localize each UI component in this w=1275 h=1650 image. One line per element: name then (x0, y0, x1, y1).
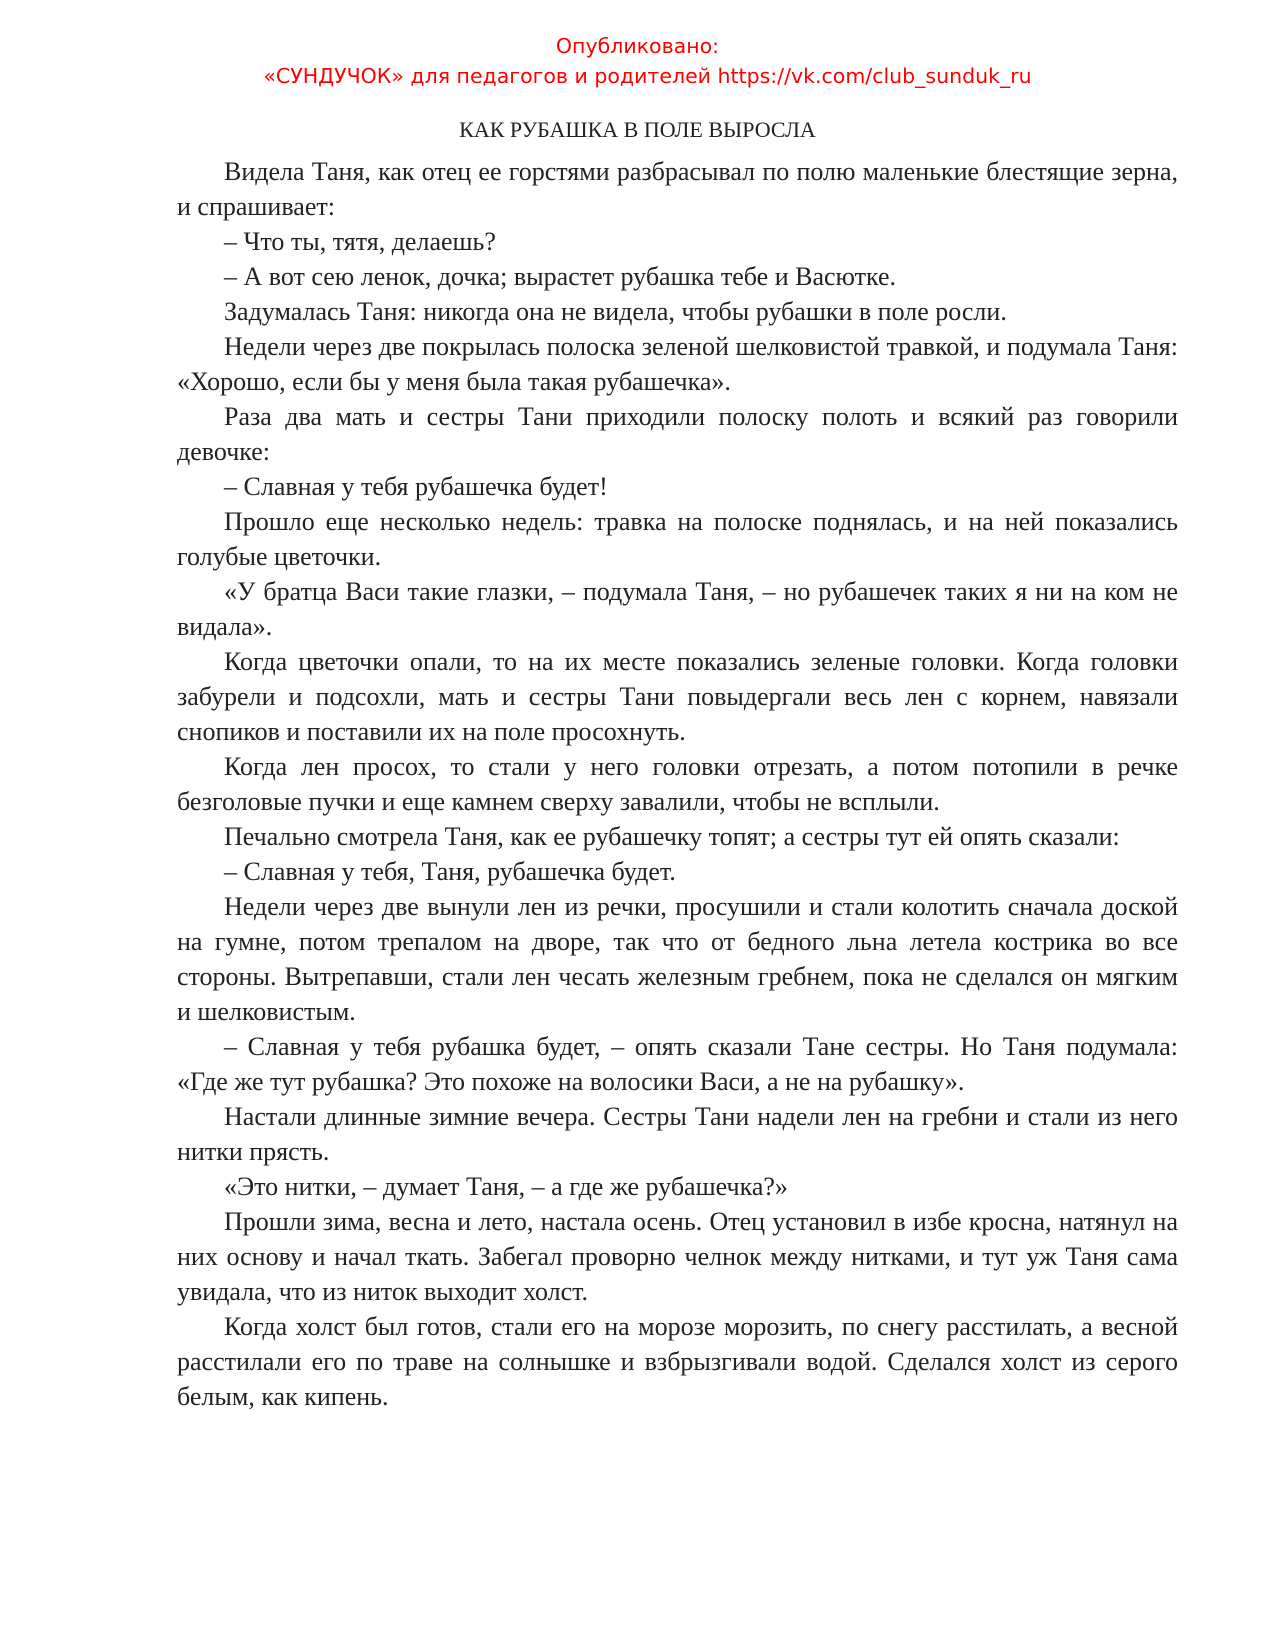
paragraph: Когда цветочки опали, то на их месте показались зеленые головки. Когда головки забурели и подсохли, мать и сестры Тани повыдергали весь лен с корнем, навязали снопиков и поставили их на поле просохнуть. (177, 647, 1178, 746)
paragraph: – Что ты, тятя, делаешь? (224, 227, 496, 256)
paragraph: «Это нитки, – думает Таня, – а где же рубашечка?» (224, 1172, 788, 1201)
paragraph: Раза два мать и сестры Тани приходили полоску полоть и всякий раз говорили девочке: (177, 402, 1178, 466)
paragraph: – А вот сею ленок, дочка; вырастет рубашка тебе и Васютке. (224, 262, 897, 291)
paragraph: Задумалась Таня: никогда она не видела, чтобы рубашки в поле росли. (224, 297, 1007, 326)
paragraph: Печально смотрела Таня, как ее рубашечку топят; а сестры тут ей опять сказали: (224, 822, 1120, 851)
paragraph: – Славная у тебя рубашечка будет! (224, 472, 608, 501)
paragraph: Настали длинные зимние вечера. Сестры Тани надели лен на гребни и стали из него нитки прясть. (177, 1102, 1178, 1166)
paragraph: Когда холст был готов, стали его на морозе морозить, по снегу расстилать, а весной расстилали его по траве на солнышке и взбрызгивали водой. Сделался холст из серого белым, как кипень. (177, 1312, 1178, 1411)
paragraph: Недели через две вынули лен из речки, просушили и стали колотить сначала доской на гумне, потом трепалом на дворе, так что от бедного льна летела кострика во все стороны. Вытрепавши, стали лен чесать железным гребнем, пока не сделался он мягким и шелковистым. (177, 892, 1178, 1026)
paragraph: Видела Таня, как отец ее горстями разбрасывал по полю маленькие блестящие зерна, и спрашивает: (177, 157, 1178, 221)
paragraph: Прошли зима, весна и лето, настала осень. Отец установил в избе кросна, натянул на них основу и начал ткать. Забегал проворно челнок между нитками, и тут уж Таня сама увидала, что из ниток выходит холст. (177, 1207, 1178, 1306)
paragraph: – Славная у тебя рубашка будет, – опять сказали Тане сестры. Но Таня подумала: «Где же тут рубашка? Это похоже на волосики Васи, а не на рубашку». (177, 1032, 1178, 1096)
paragraph: Когда лен просох, то стали у него головки отрезать, а потом потопили в речке безголовые пучки и еще камнем сверху завалили, чтобы не всплыли. (177, 752, 1178, 816)
story-body (177, 154, 1178, 1414)
paragraph: – Славная у тебя, Таня, рубашечка будет. (224, 857, 676, 886)
publication-source-text: «СУНДУЧОК» для педагогов и родителей https://vk.com/club_sunduk_ru (263, 64, 1032, 88)
paragraph: Прошло еще несколько недель: травка на полоске поднялась, и на ней показались голубые цветочки. (177, 507, 1178, 571)
paragraph: Недели через две покрылась полоска зеленой шелковистой травкой, и подумала Таня: «Хорошо, если бы у меня была такая рубашечка». (177, 332, 1178, 396)
published-label: Опубликовано: (555, 34, 720, 58)
paragraph: «У братца Васи такие глазки, – подумала Таня, – но рубашечек таких я ни на ком не видала». (177, 577, 1178, 641)
story-title: КАК РУБАШКА В ПОЛЕ ВЫРОСЛА (459, 117, 816, 142)
publication-header (0, 31, 1275, 91)
